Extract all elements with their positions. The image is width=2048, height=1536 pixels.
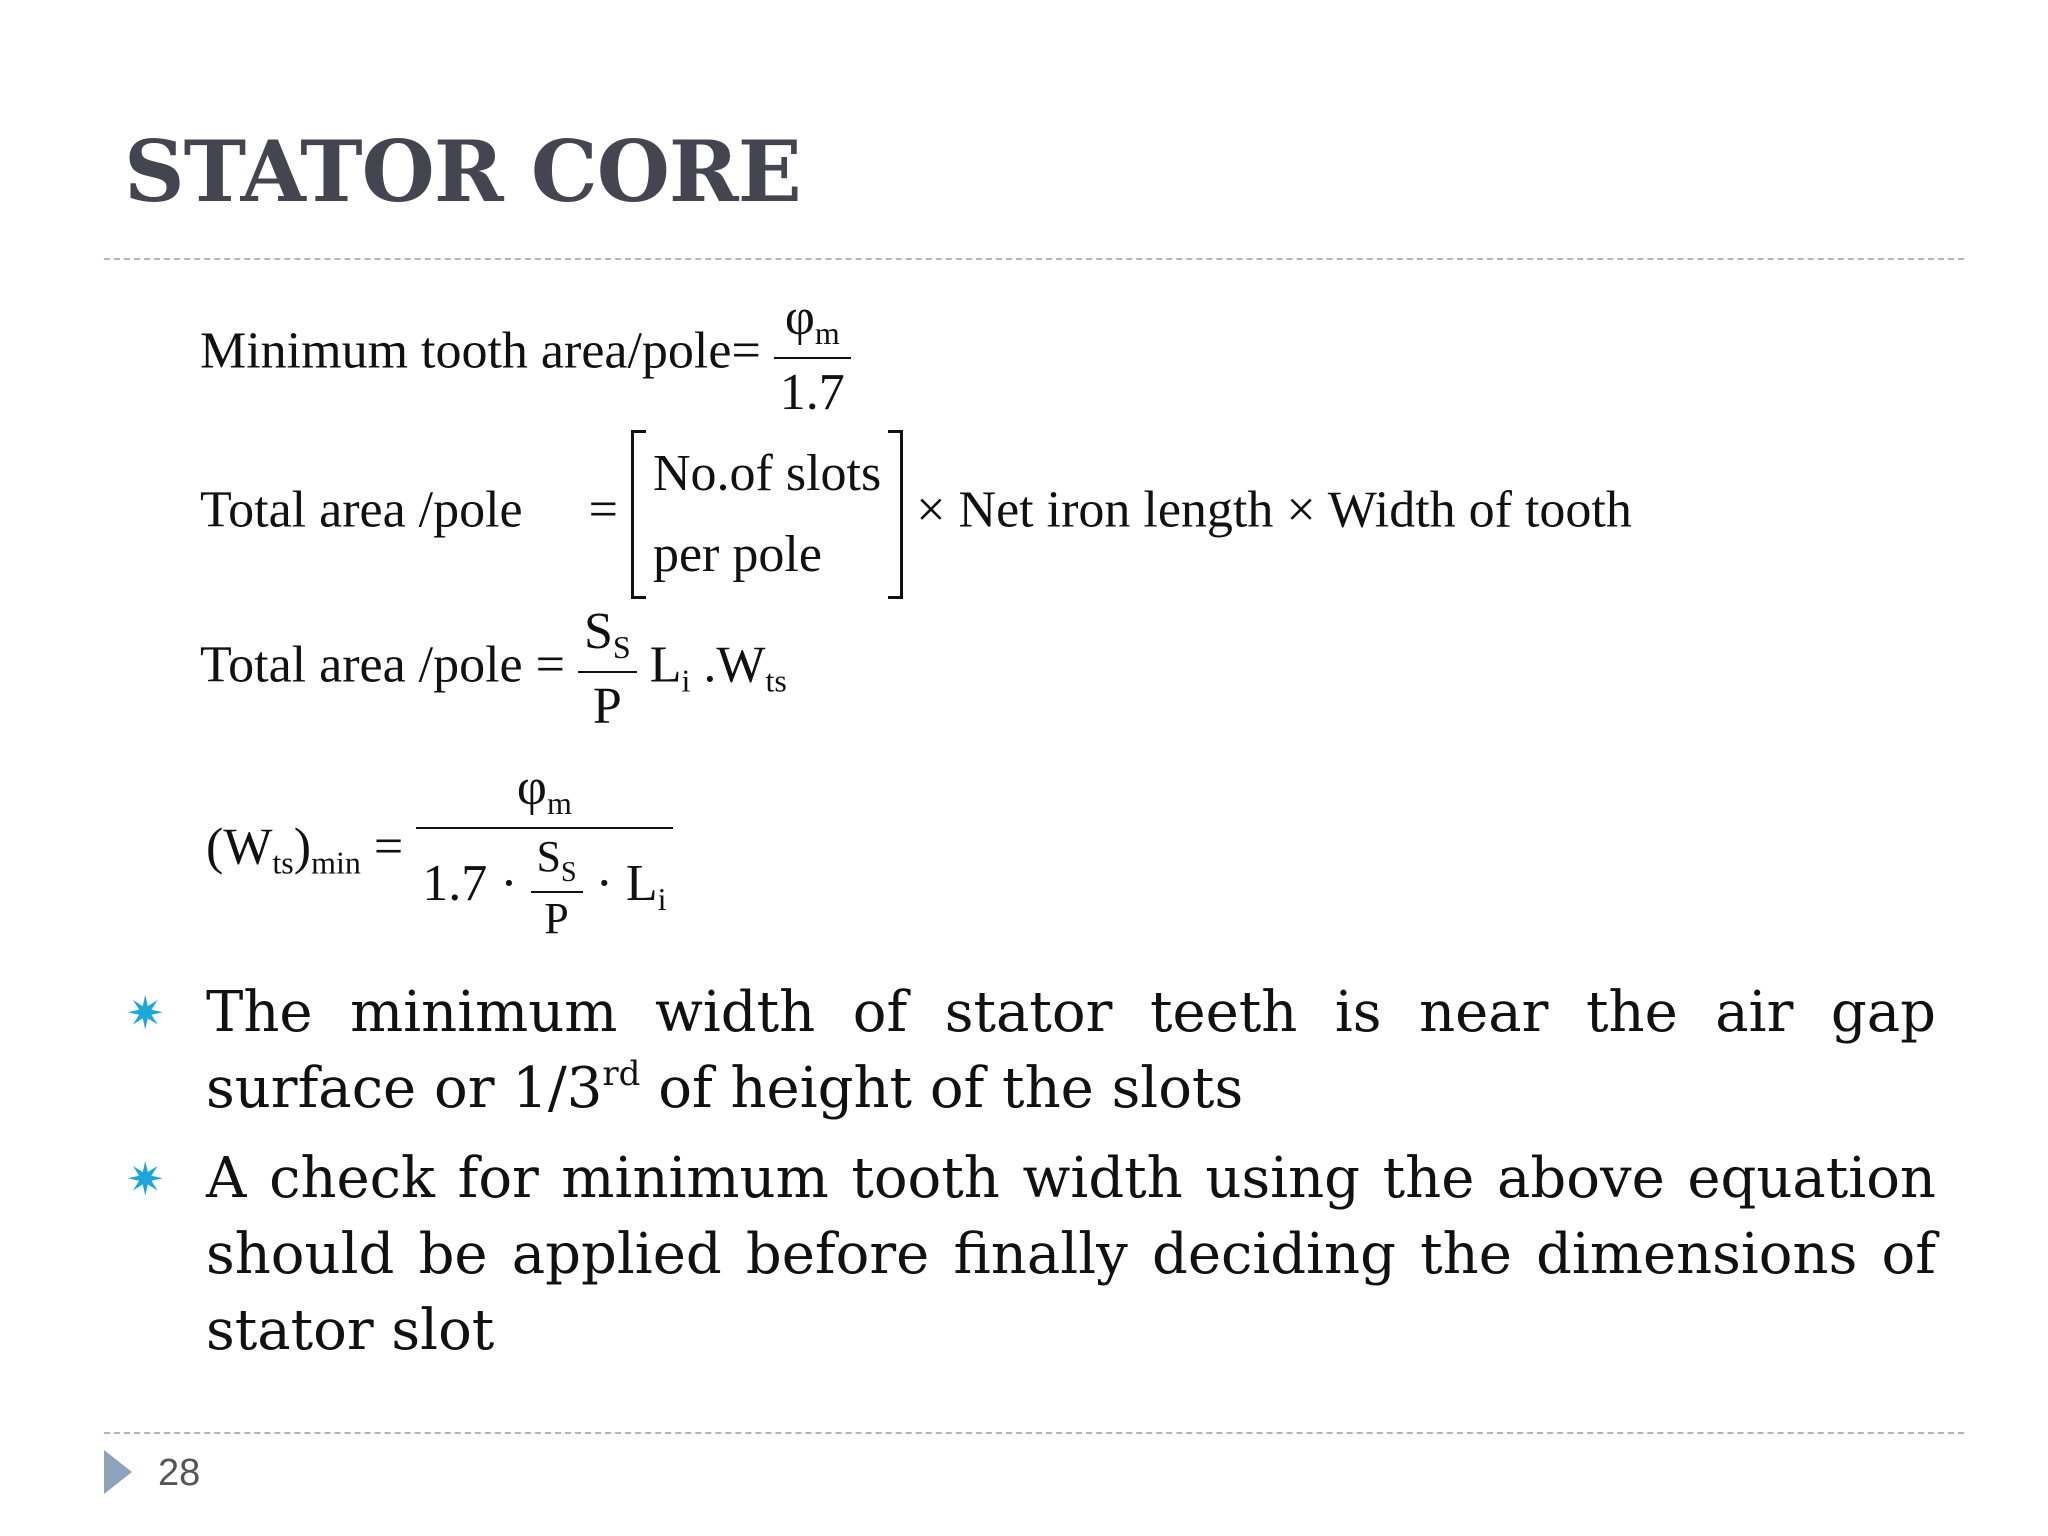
starburst-icon: ✷ (126, 986, 165, 1040)
bullet-1-superscript: rd (602, 1054, 641, 1094)
triangle-icon (104, 1450, 132, 1494)
title-divider (104, 258, 1964, 260)
eq4-lhs-close: ) (293, 818, 312, 876)
eq4-den-frac-num-sub: S (561, 857, 577, 888)
eq3-lhs: Total area /pole (200, 636, 523, 694)
eq3-numerator-sub: S (612, 629, 631, 665)
eq4-den-fraction (531, 832, 583, 943)
footer-divider (104, 1432, 1964, 1434)
eq1-fraction (774, 289, 851, 421)
eq3-numerator: S (583, 603, 613, 660)
eq4-den-frac-num: S (536, 832, 561, 881)
eq4-den-prefix: 1.7 · (422, 854, 518, 912)
eq3-denominator: P (592, 678, 622, 735)
eq2-equals: = (588, 481, 618, 539)
bullet-1-text-b: of height of the slots (640, 1056, 1244, 1121)
eq4-lhs-sub: ts (272, 844, 294, 881)
eq3-term2-sub: ts (765, 662, 787, 699)
eq1-denominator: 1.7 (779, 364, 845, 421)
eq3-equals: = (535, 636, 565, 694)
eq1-equals: = (731, 322, 761, 380)
eq2-rhs: × Net iron length × Width of tooth (916, 481, 1632, 539)
eq3-fraction (578, 603, 637, 735)
equation-minimum-tooth-width (206, 759, 673, 943)
eq4-lhs-outer-sub: min (311, 844, 361, 881)
equation-total-area-bracket (200, 430, 1632, 599)
bullet-list (126, 975, 1936, 1383)
eq1-lhs: Minimum tooth area/pole (200, 322, 732, 380)
eq4-den-suffix-sub: i (657, 880, 667, 917)
list-item (126, 975, 1936, 1127)
eq2-bracket-line1: No.of slots (652, 445, 882, 502)
bullet-text (206, 975, 1936, 1127)
eq3-term2: .W (690, 636, 766, 694)
eq4-lhs-open: (W (206, 818, 273, 876)
eq3-term1: L (649, 636, 682, 694)
bullet-1-text-a: The minimum width of stator teeth is near the air gap surface or 1/3 (206, 980, 1936, 1121)
eq4-numerator: φ (516, 759, 547, 816)
eq2-lhs: Total area /pole (200, 481, 523, 539)
starburst-icon: ✷ (126, 1152, 165, 1206)
eq4-equals: = (373, 818, 404, 876)
equation-minimum-tooth-area (200, 289, 851, 421)
eq4-den-suffix: · L (595, 854, 658, 912)
eq2-bracket-line2: per pole (652, 525, 822, 583)
eq4-numerator-sub: m (546, 785, 572, 821)
slide-title: STATOR CORE (124, 122, 801, 221)
equation-total-area-symbolic (200, 603, 787, 735)
eq1-numerator-sub: m (814, 315, 840, 351)
page-number: 28 (158, 1452, 201, 1494)
eq4-fraction (416, 759, 672, 943)
eq3-term1-sub: i (681, 662, 691, 699)
eq4-den-frac-den: P (544, 894, 569, 943)
eq1-numerator: φ (784, 289, 815, 346)
eq2-bracket (631, 430, 903, 599)
list-item (126, 1141, 1936, 1369)
bullet-2-text: A check for minimum tooth width using the above equation should be applied before finally deciding the dimensions of stator slot (206, 1146, 1936, 1363)
